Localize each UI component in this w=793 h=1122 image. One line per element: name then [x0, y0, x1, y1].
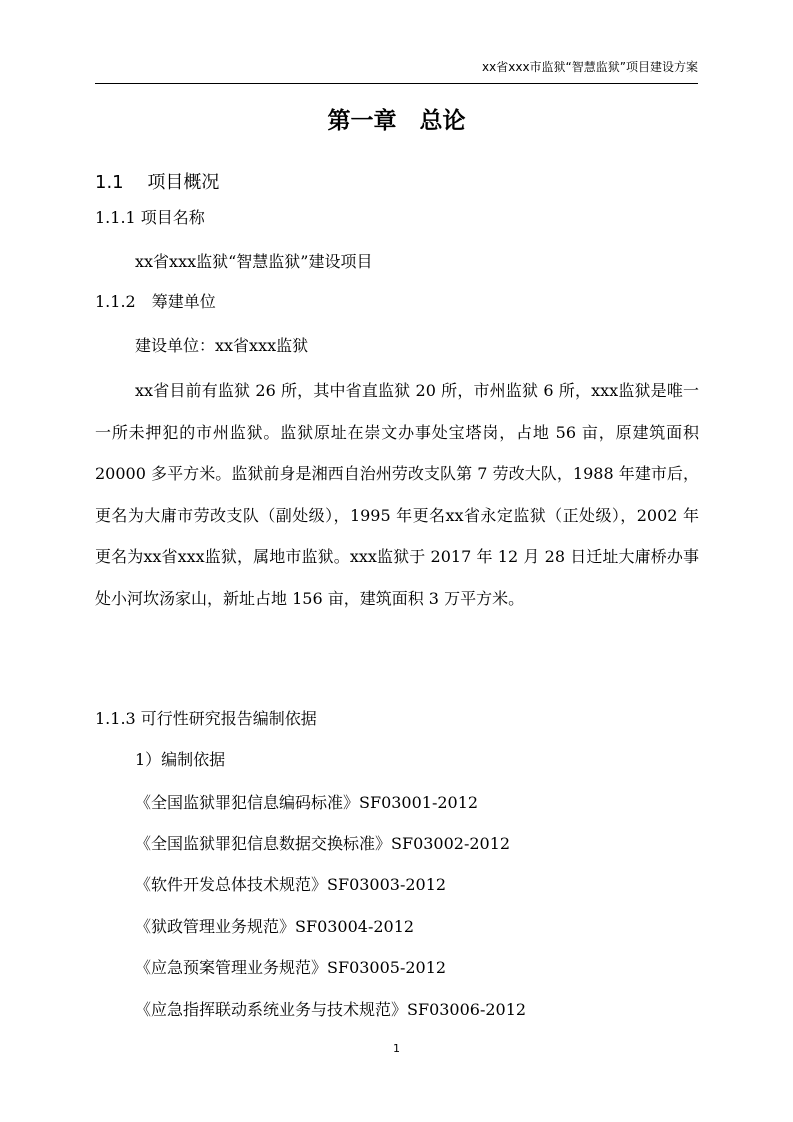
builder-description: xx省目前有监狱 26 所，其中省直监狱 20 所，市州监狱 6 所，xxx监狱是唯一一所未押犯的市州监狱。监狱原址在崇文办事处宝塔岗，占地 56 亩，原建筑面积 20000 多平方米。监狱前身是湘西自治州劳改支队第 7 劳改大队，1988 年建市后，更名为大庸市劳改支队（副处级），1995 年更名xx省永定监狱（正处级），2002 年更名为xx省xxx监狱，属地市监狱。xxx监狱于 2017 年 12 月 28 日迁址大庸桥办事处小河坎汤家山，新址占地 156 亩，建筑面积 3 万平方米。 — [95, 381, 699, 608]
chapter-title: 第一章 总论 — [327, 108, 466, 134]
builder-unit-line: 建设单位：xx省xxx监狱 — [135, 336, 309, 355]
basis-list-item: 《应急指挥联动系统业务与技术规范》SF03006-2012 — [135, 1000, 527, 1019]
basis-subheading: 1）编制依据 — [135, 750, 226, 769]
header-divider — [95, 83, 698, 84]
builder-heading: 1.1.2 筹建单位 — [95, 292, 216, 311]
page-number: 1 — [393, 1042, 400, 1055]
running-header: xx省xxx市监狱“智慧监狱”项目建设方案 — [482, 60, 698, 74]
basis-list-item: 《全国监狱罪犯信息编码标准》SF03001-2012 — [135, 793, 479, 812]
project-name-text: xx省xxx监狱“智慧监狱”建设项目 — [135, 252, 373, 271]
section-heading: 1.1 项目概况 — [95, 172, 220, 193]
project-name-heading: 1.1.1 项目名称 — [95, 208, 205, 227]
basis-list-item: 《软件开发总体技术规范》SF03003-2012 — [135, 875, 447, 894]
basis-list-item: 《狱政管理业务规范》SF03004-2012 — [135, 917, 415, 936]
basis-list-item: 《全国监狱罪犯信息数据交换标准》SF03002-2012 — [135, 834, 511, 853]
basis-list-item: 《应急预案管理业务规范》SF03005-2012 — [135, 958, 447, 977]
basis-heading: 1.1.3 可行性研究报告编制依据 — [95, 709, 317, 728]
